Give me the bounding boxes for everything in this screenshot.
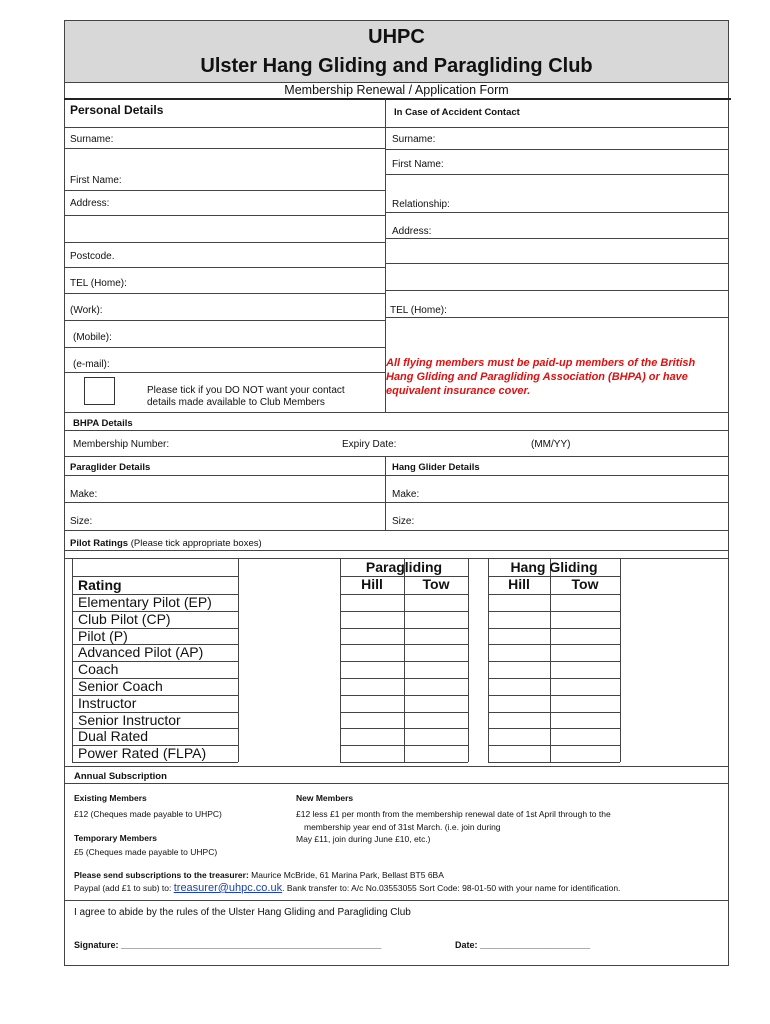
- date-line[interactable]: Date: ______________________: [455, 940, 591, 950]
- postcode-label: Postcode.: [70, 251, 115, 262]
- paragliding-hill-tick-box[interactable]: [341, 629, 403, 644]
- hang-gliding-hill-tick-box[interactable]: [489, 645, 549, 660]
- hang-gliding-hill-tick-box[interactable]: [489, 746, 549, 761]
- grid-line: [620, 558, 621, 762]
- paraglider-size-field[interactable]: [110, 512, 380, 528]
- existing-members-fee: £12 (Cheques made payable to UHPC): [74, 809, 222, 819]
- hang-gliding-tow-tick-box[interactable]: [551, 713, 619, 728]
- treasurer-email-link[interactable]: treasurer@uhpc.co.uk: [173, 882, 283, 894]
- send-subscriptions-line: [74, 869, 444, 881]
- hang-gliding-hill-tick-box[interactable]: [489, 679, 549, 694]
- paragliding-header: Paragliding: [365, 559, 443, 575]
- temporary-members-title: Temporary Members: [74, 833, 157, 843]
- mobile-field[interactable]: [140, 328, 380, 344]
- hang-gliding-hill-tick-box[interactable]: [489, 629, 549, 644]
- bhpa-notice-line-1: All flying members must be paid-up members of the British: [386, 357, 696, 369]
- pilot-ratings-title: [70, 538, 262, 550]
- paragliding-tow-tick-box[interactable]: [405, 629, 467, 644]
- paragliding-hill-tick-box[interactable]: [341, 645, 403, 660]
- hang-glider-make-label: Make:: [392, 489, 420, 500]
- surname-field[interactable]: [140, 130, 380, 146]
- agreement-text: I agree to abide by the rules of the Ulster Hang Gliding and Paragliding Club: [74, 907, 411, 918]
- paraglider-details-title: Paraglider Details: [70, 462, 151, 473]
- paragliding-hill-header: Hill: [361, 576, 383, 592]
- accident-first-name-field[interactable]: [460, 155, 720, 171]
- paragliding-tow-tick-box[interactable]: [405, 612, 467, 627]
- accident-contact-title: In Case of Accident Contact: [394, 107, 520, 118]
- membership-number-label: Membership Number:: [73, 439, 170, 450]
- work-label: (Work):: [70, 305, 103, 316]
- paragliding-hill-tick-box[interactable]: [341, 679, 403, 694]
- bhpa-notice-line-2: Hang Gliding and Paragliding Association (BHPA) or have: [386, 371, 688, 383]
- paragliding-hill-tick-box[interactable]: [341, 729, 403, 744]
- hang-gliding-tow-tick-box[interactable]: [551, 629, 619, 644]
- grid-line: [488, 762, 620, 763]
- hang-gliding-tow-header: Tow: [571, 576, 599, 592]
- accident-first-name-label: First Name:: [392, 159, 444, 170]
- temporary-members-fee: £5 (Cheques made payable to UHPC): [74, 847, 218, 857]
- mobile-label: (Mobile):: [73, 332, 112, 343]
- paragliding-tow-tick-box[interactable]: [405, 679, 467, 694]
- send-subscriptions-label: Please send subscriptions to the treasurer:: [74, 870, 249, 880]
- grid-line: [468, 558, 469, 762]
- membership-number-field[interactable]: [180, 435, 330, 451]
- hang-gliding-tow-tick-box[interactable]: [551, 662, 619, 677]
- hang-gliding-hill-tick-box[interactable]: [489, 662, 549, 677]
- new-members-text-1: £12 less £1 per month from the membership renewal date of 1st April through to the: [296, 809, 611, 819]
- expiry-date-label: Expiry Date:: [342, 439, 397, 450]
- accident-surname-field[interactable]: [450, 130, 720, 146]
- paragliding-hill-tick-box[interactable]: [341, 595, 403, 610]
- address-label: Address:: [70, 198, 110, 209]
- hang-gliding-tow-tick-box[interactable]: [551, 595, 619, 610]
- accident-surname-label: Surname:: [392, 134, 436, 145]
- privacy-text-line-2: details made available to Club Members: [147, 397, 325, 408]
- privacy-text-line-1: Please tick if you DO NOT want your contact: [147, 385, 345, 396]
- rating-row-label: Pilot (P): [78, 627, 128, 644]
- rating-row-label: Senior Coach: [78, 678, 163, 694]
- paragliding-tow-tick-box[interactable]: [405, 595, 467, 610]
- first-name-label: First Name:: [70, 175, 122, 186]
- hang-glider-details-title: Hang Glider Details: [392, 462, 480, 473]
- rating-row-label: Advanced Pilot (AP): [78, 644, 204, 661]
- bank-transfer-text: . Bank transfer to: A/c No.03553055 Sort Code: 98-01-50 with your name for identification.: [282, 883, 621, 893]
- accident-tel-home-label: TEL (Home):: [390, 305, 447, 316]
- email-field[interactable]: [140, 355, 380, 371]
- new-members-text-3: May £11, join during June £10, etc.): [296, 834, 431, 844]
- paragliding-hill-tick-box[interactable]: [341, 713, 403, 728]
- hang-glider-size-field[interactable]: [430, 512, 720, 528]
- relationship-field[interactable]: [460, 195, 720, 211]
- bhpa-notice-line-3: equivalent insurance cover.: [386, 385, 531, 397]
- work-field[interactable]: [140, 301, 380, 317]
- hang-gliding-hill-tick-box[interactable]: [489, 729, 549, 744]
- hang-gliding-tow-tick-box[interactable]: [551, 696, 619, 711]
- address-field[interactable]: [140, 194, 380, 240]
- paragliding-tow-tick-box[interactable]: [405, 696, 467, 711]
- existing-members-title: Existing Members: [74, 793, 147, 803]
- paragliding-tow-tick-box[interactable]: [405, 645, 467, 660]
- paragliding-tow-tick-box[interactable]: [405, 713, 467, 728]
- form-title: Membership Renewal / Application Form: [284, 83, 509, 97]
- pilot-ratings-title-bold: Pilot Ratings: [70, 538, 129, 549]
- rating-row-label: Dual Rated: [78, 728, 149, 745]
- paraglider-make-label: Make:: [70, 489, 98, 500]
- accident-address-label: Address:: [392, 226, 432, 237]
- rating-row-label: Coach: [78, 661, 119, 678]
- hang-gliding-hill-tick-box[interactable]: [489, 595, 549, 610]
- hang-gliding-tow-tick-box[interactable]: [551, 645, 619, 660]
- relationship-label: Relationship:: [392, 199, 450, 210]
- privacy-checkbox[interactable]: [84, 377, 115, 405]
- expiry-format-hint: (MM/YY): [531, 439, 571, 450]
- tel-home-label: TEL (Home):: [70, 278, 127, 289]
- signature-line[interactable]: Signature: ____________________________________________________: [74, 940, 382, 950]
- paragliding-tow-tick-box[interactable]: [405, 746, 467, 761]
- new-members-title: New Members: [296, 793, 354, 803]
- rating-row-label: Senior Instructor: [78, 711, 181, 728]
- paraglider-make-field[interactable]: [110, 485, 380, 501]
- paragliding-hill-tick-box[interactable]: [341, 746, 403, 761]
- hang-gliding-hill-tick-box[interactable]: [489, 713, 549, 728]
- paragliding-hill-tick-box[interactable]: [341, 662, 403, 677]
- personal-details-title: Personal Details: [70, 103, 164, 117]
- paypal-line: [74, 882, 620, 894]
- rating-row-label: Instructor: [78, 694, 137, 711]
- paragliding-tow-tick-box[interactable]: [405, 729, 467, 744]
- grid-line: [72, 762, 238, 763]
- rating-row-label: Club Pilot (CP): [78, 610, 171, 627]
- tel-home-field[interactable]: [140, 274, 380, 290]
- grid-line: [72, 558, 73, 762]
- bhpa-details-title: BHPA Details: [73, 418, 133, 429]
- club-name: Ulster Hang Gliding and Paragliding Club: [200, 55, 593, 77]
- paragliding-tow-header: Tow: [422, 576, 450, 592]
- paragliding-hill-tick-box[interactable]: [341, 612, 403, 627]
- hang-gliding-hill-tick-box[interactable]: [489, 612, 549, 627]
- hang-gliding-header: Hang Gliding: [510, 559, 598, 575]
- annual-subscription-title: Annual Subscription: [74, 771, 167, 782]
- pilot-ratings-note: (Please tick appropriate boxes): [130, 538, 262, 549]
- hang-gliding-tow-tick-box[interactable]: [551, 679, 619, 694]
- postcode-field[interactable]: [140, 247, 380, 263]
- hang-gliding-tow-tick-box[interactable]: [551, 729, 619, 744]
- expiry-date-field[interactable]: [400, 435, 525, 451]
- hang-gliding-hill-header: Hill: [508, 576, 530, 592]
- hang-gliding-hill-tick-box[interactable]: [489, 696, 549, 711]
- paragliding-tow-tick-box[interactable]: [405, 662, 467, 677]
- paypal-prefix: Paypal (add £1 to sub) to:: [74, 883, 172, 893]
- hang-glider-size-label: Size:: [392, 516, 415, 527]
- grid-line: [340, 762, 468, 763]
- paraglider-size-label: Size:: [70, 516, 93, 527]
- treasurer-address: Maurice McBride, 61 Marina Park, Bellast BT5 6BA: [251, 870, 444, 880]
- accident-tel-home-field[interactable]: [460, 301, 720, 317]
- paragliding-hill-tick-box[interactable]: [341, 696, 403, 711]
- accident-address-field[interactable]: [450, 222, 720, 292]
- hang-gliding-tow-tick-box[interactable]: [551, 612, 619, 627]
- rating-column-header: Rating: [78, 577, 122, 593]
- club-abbreviation: UHPC: [368, 26, 425, 48]
- new-members-text-2: membership year end of 31st March. (i.e. join during: [304, 822, 501, 832]
- first-name-field[interactable]: [140, 172, 380, 188]
- rating-row-label: Power Rated (FLPA): [78, 745, 207, 762]
- hang-gliding-tow-tick-box[interactable]: [551, 746, 619, 761]
- rating-row-label: Elementary Pilot (EP): [78, 594, 212, 610]
- hang-glider-make-field[interactable]: [430, 485, 720, 501]
- surname-label: Surname:: [70, 134, 114, 145]
- grid-line: [238, 558, 239, 762]
- email-label: (e-mail):: [73, 359, 110, 370]
